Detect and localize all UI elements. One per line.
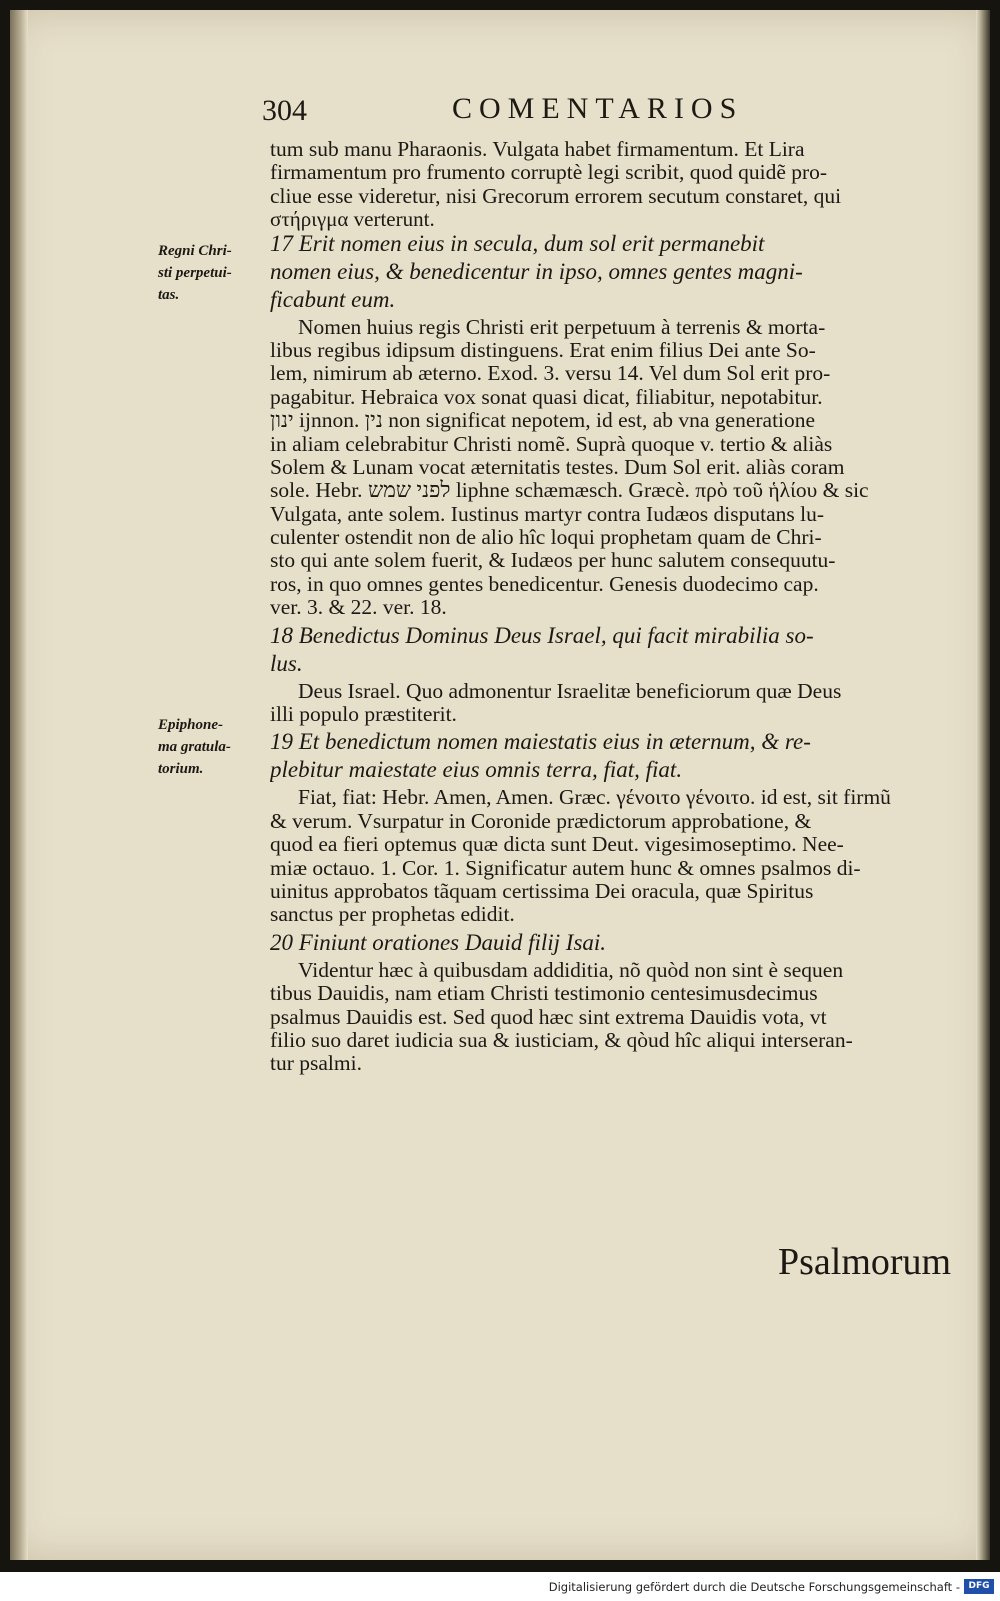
text-line: psalmus Dauidis est. Sed quod hæc sint extrema Dauidis vota, vt [270, 1005, 827, 1029]
text-line: in aliam celebrabitur Christi nomẽ. Suprà quoque v. tertio & aliàs [270, 432, 833, 456]
page-edge [976, 10, 990, 1560]
verse-line: nomen eius, & benedicentur in ipso, omnes gentes magni- [270, 259, 803, 284]
running-title: COMENTARIOS [452, 92, 744, 125]
text-line: filio suo daret iudicia sua & iusticiam, & qòud hîc aliqui interseran- [270, 1028, 853, 1052]
text-line: ינון ijnnon. נין non significat nepotem, id est, ab vna generatione [270, 409, 816, 433]
funding-notice: Digitalisierung gefördert durch die Deutsche Forschungsgemeinschaft - [548, 1580, 960, 1594]
running-head [262, 92, 972, 134]
verse-line: 18 Benedictus Dominus Deus Israel, qui facit mirabilia so- [270, 623, 814, 648]
text-line: pagabitur. Hebraica vox sonat quasi dicat, filiabitur, nepotabitur. [270, 385, 823, 409]
text-line: illi populo præstiterit. [270, 703, 457, 727]
text-line: miæ octauo. 1. Cor. 1. Significatur autem hunc & omnes psalmos di- [270, 856, 861, 880]
text-line: firmamentum pro frumento corruptè legi scribit, quod quidẽ pro- [270, 161, 828, 185]
text-line: & verum. Vsurpatur in Coronide prædictorum approbatione, & [270, 809, 812, 833]
margin-note-line: tas. [158, 287, 180, 303]
verse-line: 17 Erit nomen eius in secula, dum sol erit permanebit [270, 231, 765, 256]
text-line: στήριγμα verterunt. [270, 208, 435, 232]
text-line: tum sub manu Pharaonis. Vulgata habet firmamentum. Et Lira [270, 138, 805, 161]
text-line: culenter ostendit non de alio hîc loqui prophetam quam de Chri- [270, 526, 822, 550]
text-line: uinitus approbatos tãquam certissima Dei oracula, quæ Spiritus [270, 879, 814, 903]
margin-note-line: Regni Chri- [158, 243, 232, 259]
text-line: Fiat, fiat: Hebr. Amen, Amen. Græc. γένοιτο γένοιτο. id est, sit firmũ [298, 786, 891, 810]
text-line: Deus Israel. Quo admonentur Israelitæ beneficiorum quæ Deus [298, 679, 842, 703]
body-text [270, 138, 976, 1076]
margin-note-2 [158, 714, 266, 780]
text-line: ros, in quo omnes gentes benedicentur. Genesis duodecimo cap. [270, 572, 819, 596]
verse-line: 19 Et benedictum nomen maiestatis eius in æternum, & re- [270, 730, 811, 755]
margin-note-line: ma gratula- [158, 739, 231, 755]
text-line: tibus Dauidis, nam etiam Christi testimonio centesimusdecimus [270, 982, 818, 1006]
verse-line: plebitur maiestate eius omnis terra, fiat, fiat. [270, 758, 683, 783]
text-line: quod ea fieri optemus quæ dicta sunt Deut. vigesimoseptimo. Nee- [270, 833, 844, 857]
margin-note-1 [158, 240, 266, 306]
text-line: cliue esse videretur, nisi Grecorum errorem secutum constaret, qui [270, 184, 842, 208]
text-line: Videntur hæc à quibusdam addiditia, nõ quòd non sint è sequen [298, 958, 844, 982]
margin-note-line: sti perpetui- [158, 265, 232, 281]
text-line: libus regibus idipsum distinguens. Erat enim filius Dei ante So- [270, 338, 816, 362]
page-gutter [10, 10, 28, 1560]
catchword: Psalmorum [778, 1241, 952, 1283]
text-line: Solem & Lunam vocat æternitatis testes. Dum Sol erit. aliàs coram [270, 455, 845, 479]
text-line: sole. Hebr. לפני שמש liphne schæmæsch. Græcè. πρὸ τοῦ ἡλίου & sic [270, 479, 869, 503]
margin-note-line: Epiphone- [158, 717, 224, 733]
text-line: Vulgata, ante solem. Iustinus martyr contra Iudæos disputans lu- [270, 502, 825, 526]
page-number: 304 [262, 94, 307, 127]
text-line: Nomen huius regis Christi erit perpetuum à terrenis & morta- [298, 315, 826, 339]
text-line: sto qui ante solem fuerit, & Iudæos per hunc salutem consequutu- [270, 549, 836, 573]
text-line: sanctus per prophetas edidit. [270, 903, 515, 927]
dfg-logo-icon: DFG [964, 1579, 994, 1594]
verse-line: 20 Finiunt orationes Dauid filij Isai. [270, 930, 607, 955]
text-line: ver. 3. & 22. ver. 18. [270, 596, 447, 620]
footer-bar [0, 1576, 1000, 1601]
verse-line: ficabunt eum. [270, 287, 396, 312]
text-line: lem, nimirum ab æterno. Exod. 3. versu 14. Vel dum Sol erit pro- [270, 362, 831, 386]
margin-note-line: torium. [158, 761, 204, 777]
verse-line: lus. [270, 651, 303, 676]
text-line: tur psalmi. [270, 1052, 362, 1076]
